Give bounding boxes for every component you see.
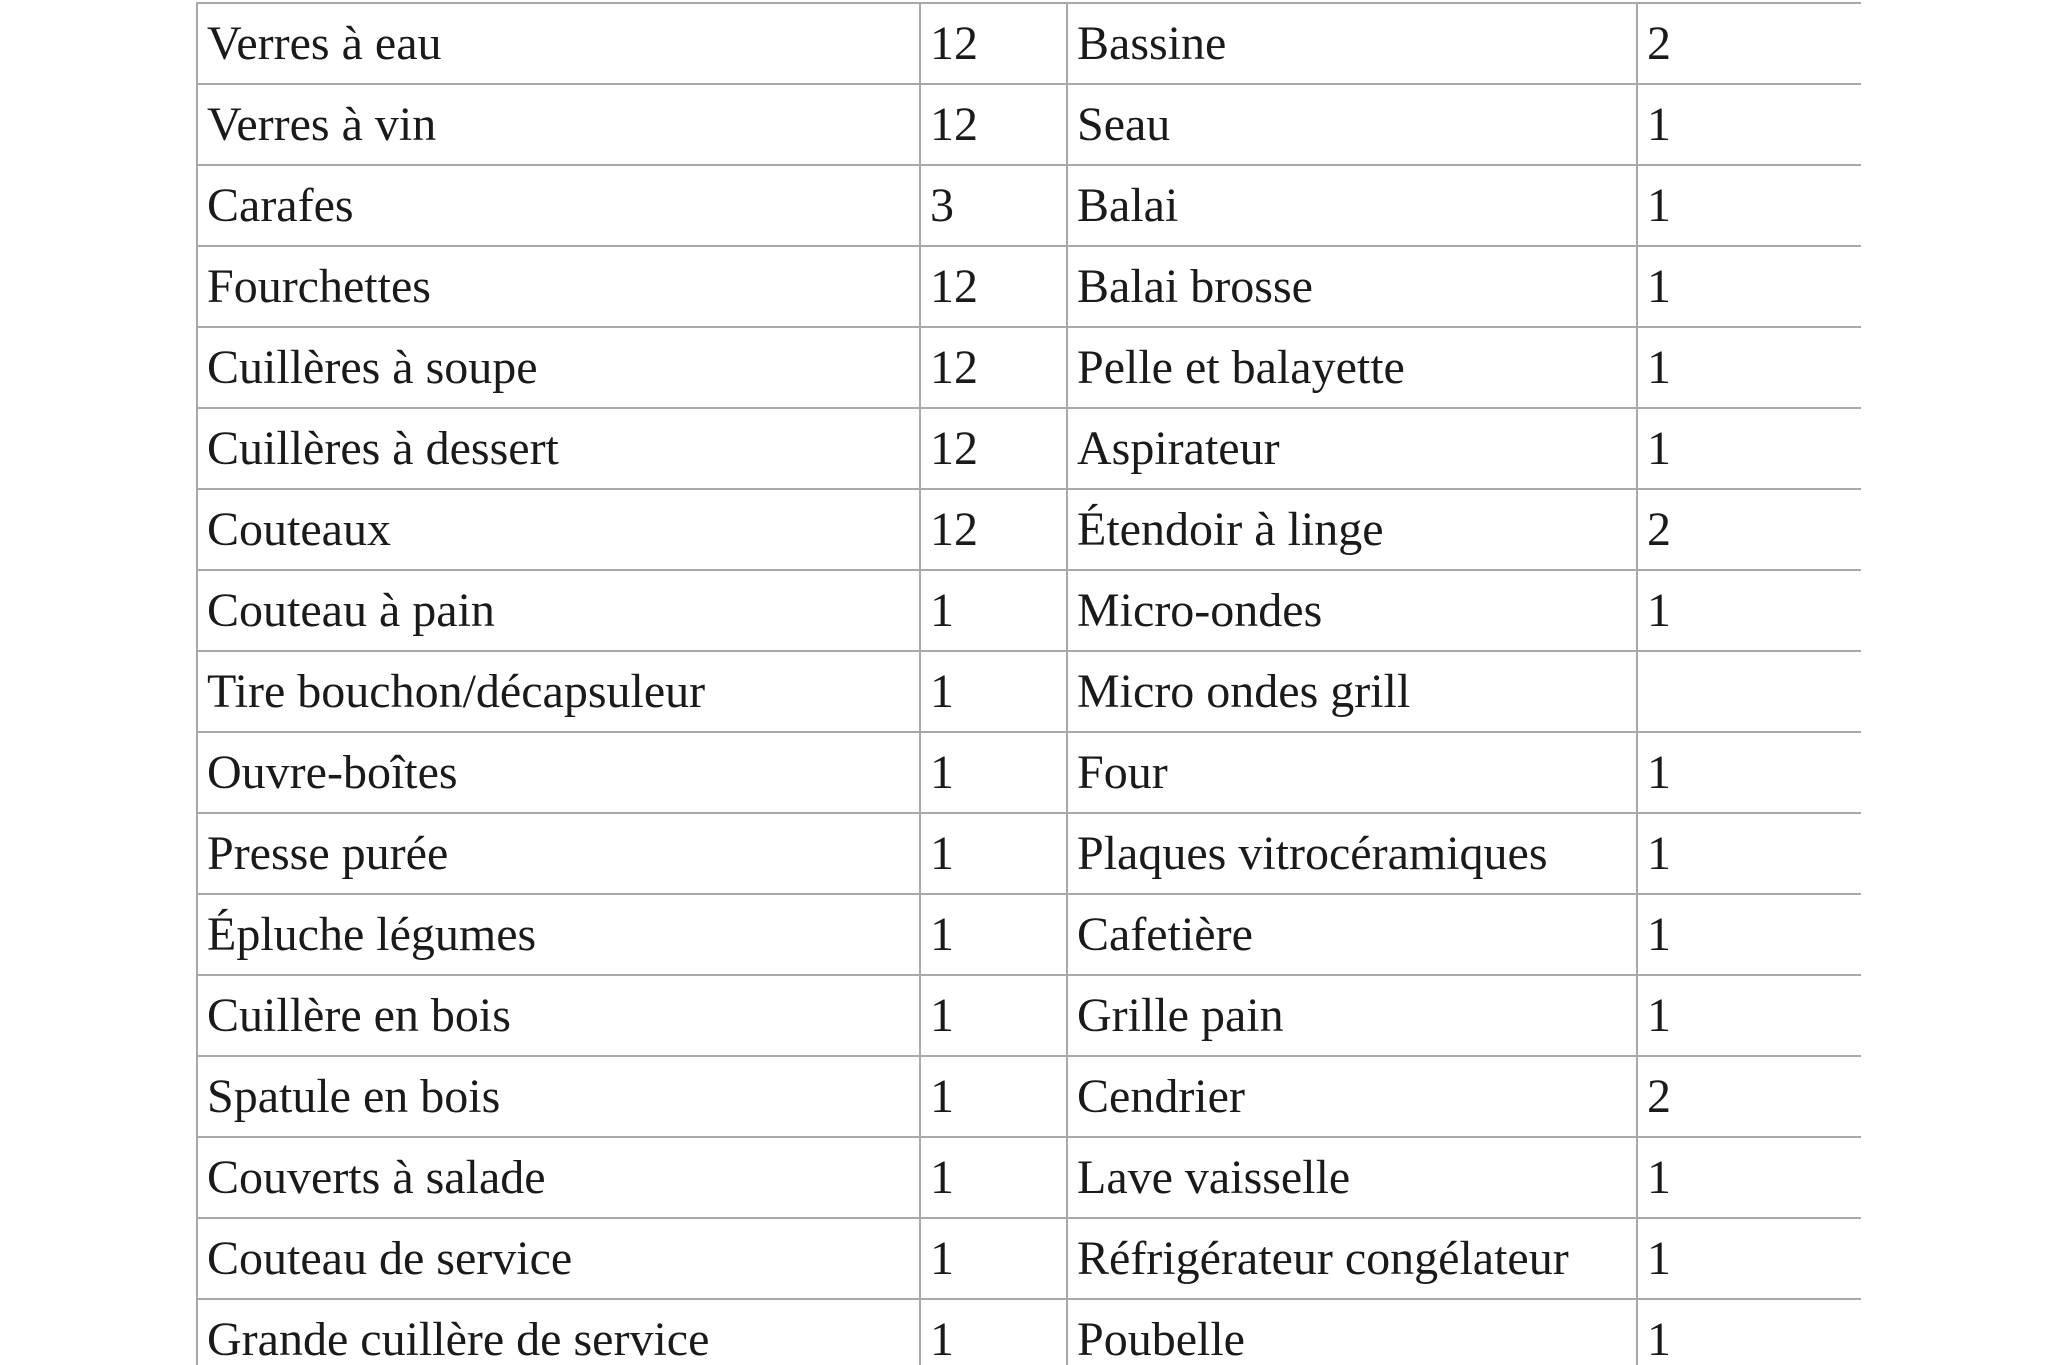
- item-left-cell: Cuillères à dessert: [197, 408, 920, 489]
- qty-right-cell: 2: [1637, 1056, 1861, 1137]
- qty-left-cell: 1: [920, 894, 1067, 975]
- qty-left-cell: 1: [920, 1137, 1067, 1218]
- item-left-cell: Ouvre-boîtes: [197, 732, 920, 813]
- table-row: [197, 327, 1861, 408]
- table-row: [197, 489, 1861, 570]
- inventory-sheet: [196, 2, 1861, 1365]
- item-right-cell: Aspirateur: [1067, 408, 1637, 489]
- qty-left-cell: 1: [920, 813, 1067, 894]
- qty-right-cell: 1: [1637, 1137, 1861, 1218]
- qty-left-cell: 1: [920, 651, 1067, 732]
- table-row: [197, 84, 1861, 165]
- qty-right-cell: 1: [1637, 732, 1861, 813]
- qty-right-cell: 1: [1637, 246, 1861, 327]
- item-right-cell: Pelle et balayette: [1067, 327, 1637, 408]
- item-right-cell: Bassine: [1067, 3, 1637, 84]
- qty-right-cell: 1: [1637, 408, 1861, 489]
- item-left-cell: Verres à vin: [197, 84, 920, 165]
- item-left-cell: Couteaux: [197, 489, 920, 570]
- item-left-cell: Cuillères à soupe: [197, 327, 920, 408]
- item-right-cell: Étendoir à linge: [1067, 489, 1637, 570]
- qty-left-cell: 12: [920, 327, 1067, 408]
- table-row: [197, 408, 1861, 489]
- qty-right-cell: 1: [1637, 570, 1861, 651]
- qty-right-cell: 1: [1637, 165, 1861, 246]
- qty-left-cell: 1: [920, 1299, 1067, 1365]
- qty-right-cell: 1: [1637, 894, 1861, 975]
- item-right-cell: Plaques vitrocéramiques: [1067, 813, 1637, 894]
- qty-left-cell: 1: [920, 1218, 1067, 1299]
- qty-left-cell: 1: [920, 975, 1067, 1056]
- item-left-cell: Grande cuillère de service: [197, 1299, 920, 1365]
- table-row: [197, 1299, 1861, 1365]
- qty-right-cell: 2: [1637, 489, 1861, 570]
- item-right-cell: Cendrier: [1067, 1056, 1637, 1137]
- item-right-cell: Micro ondes grill: [1067, 651, 1637, 732]
- table-row: [197, 651, 1861, 732]
- table-row: [197, 165, 1861, 246]
- qty-left-cell: 1: [920, 732, 1067, 813]
- qty-left-cell: 12: [920, 489, 1067, 570]
- qty-right-cell: 1: [1637, 975, 1861, 1056]
- qty-right-cell: 1: [1637, 813, 1861, 894]
- table-row: [197, 1056, 1861, 1137]
- qty-right-cell: 1: [1637, 1218, 1861, 1299]
- item-left-cell: Épluche légumes: [197, 894, 920, 975]
- item-right-cell: Seau: [1067, 84, 1637, 165]
- item-right-cell: Cafetière: [1067, 894, 1637, 975]
- item-left-cell: Fourchettes: [197, 246, 920, 327]
- item-right-cell: Réfrigérateur congélateur: [1067, 1218, 1637, 1299]
- qty-left-cell: 12: [920, 408, 1067, 489]
- table-row: [197, 1137, 1861, 1218]
- item-right-cell: Grille pain: [1067, 975, 1637, 1056]
- qty-right-cell: 1: [1637, 84, 1861, 165]
- item-left-cell: Carafes: [197, 165, 920, 246]
- qty-left-cell: 3: [920, 165, 1067, 246]
- table-row: [197, 1218, 1861, 1299]
- item-right-cell: Micro-ondes: [1067, 570, 1637, 651]
- inventory-table: [196, 2, 1861, 1365]
- qty-left-cell: 12: [920, 84, 1067, 165]
- item-left-cell: Couteau de service: [197, 1218, 920, 1299]
- item-left-cell: Presse purée: [197, 813, 920, 894]
- table-row: [197, 732, 1861, 813]
- table-row: [197, 570, 1861, 651]
- qty-left-cell: 1: [920, 570, 1067, 651]
- qty-left-cell: 12: [920, 246, 1067, 327]
- table-row: [197, 246, 1861, 327]
- item-left-cell: Couteau à pain: [197, 570, 920, 651]
- qty-right-cell: 1: [1637, 1299, 1861, 1365]
- qty-left-cell: 1: [920, 1056, 1067, 1137]
- qty-right-cell: [1637, 651, 1861, 732]
- item-left-cell: Spatule en bois: [197, 1056, 920, 1137]
- table-row: [197, 3, 1861, 84]
- table-row: [197, 813, 1861, 894]
- item-left-cell: Verres à eau: [197, 3, 920, 84]
- item-left-cell: Couverts à salade: [197, 1137, 920, 1218]
- item-right-cell: Lave vaisselle: [1067, 1137, 1637, 1218]
- item-left-cell: Tire bouchon/décapsuleur: [197, 651, 920, 732]
- item-right-cell: Four: [1067, 732, 1637, 813]
- qty-right-cell: 2: [1637, 3, 1861, 84]
- item-left-cell: Cuillère en bois: [197, 975, 920, 1056]
- table-row: [197, 894, 1861, 975]
- table-row: [197, 975, 1861, 1056]
- item-right-cell: Poubelle: [1067, 1299, 1637, 1365]
- item-right-cell: Balai brosse: [1067, 246, 1637, 327]
- item-right-cell: Balai: [1067, 165, 1637, 246]
- qty-left-cell: 12: [920, 3, 1067, 84]
- qty-right-cell: 1: [1637, 327, 1861, 408]
